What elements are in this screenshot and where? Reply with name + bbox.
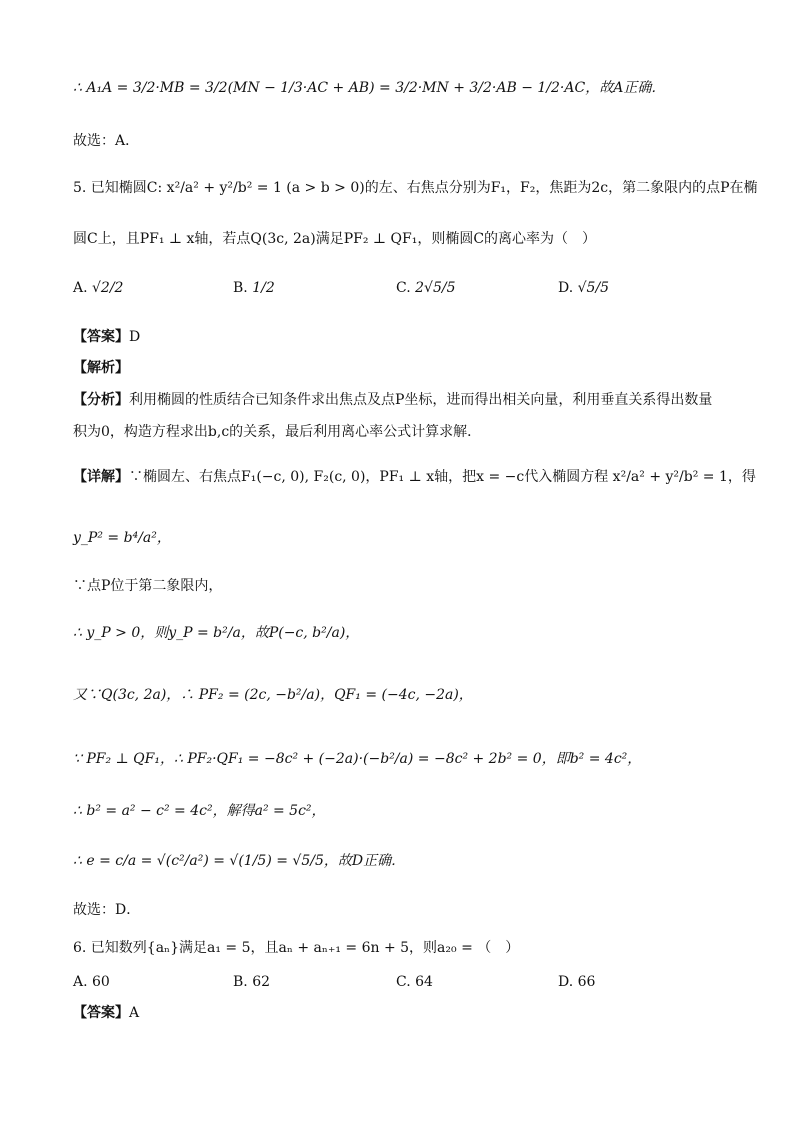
q5-option-c	[396, 280, 455, 296]
option-value: 1/2	[252, 280, 275, 296]
solution-step-1: y_P² = b⁴/a²，	[73, 530, 171, 546]
option-label: D.	[558, 280, 574, 296]
option-label: C.	[396, 974, 411, 990]
choice-line-d: 故选：D．	[73, 902, 141, 918]
q6-option-a	[73, 974, 110, 990]
solution-step-3: ∴ y_P > 0，则y_P = b²/a，故P(−c, b²/a)，	[73, 625, 360, 641]
question-5-line-1: 5. 已知椭圆C: x²/a² + y²/b² = 1 (a > b > 0)的左、右焦点分别为F₁，F₂，焦距为2c，第二象限内的点P在椭	[73, 180, 758, 196]
answer-tag: 【答案】	[73, 1005, 129, 1021]
q5-option-d	[558, 280, 609, 296]
answer-5-value: D	[129, 329, 141, 345]
solution-step-2: ∵点P位于第二象限内，	[73, 578, 223, 594]
solution-step-7: ∴ e = c/a = √(c²/a²) = √(1/5) = √5/5，故D正确．	[73, 853, 406, 869]
solution-step-6: ∴ b² = a² − c² = 4c²，解得a² = 5c²，	[73, 803, 326, 819]
option-value: 64	[415, 974, 433, 990]
q6-option-c	[396, 974, 433, 990]
option-label: B.	[233, 280, 248, 296]
detail-line-1	[73, 469, 756, 486]
option-label: C.	[396, 280, 411, 296]
question-6-line: 6. 已知数列{aₙ}满足a₁ = 5，且aₙ + aₙ₊₁ = 6n + 5，则a₂₀ = （ ）	[73, 940, 520, 956]
detail-text-1: ∵椭圆左、右焦点F₁(−c, 0), F₂(c, 0)，PF₁ ⊥ x轴，把x = −c代入椭圆方程 x²/a² + y²/b² = 1，得	[129, 469, 756, 485]
option-label: A.	[73, 974, 88, 990]
option-label: B.	[233, 974, 248, 990]
solution-step-4: 又∵Q(3c, 2a)，∴ PF₂ = (2c, −b²/a)，QF₁ = (−4c, −2a)，	[73, 687, 473, 703]
analysis-tag: 【分析】	[73, 392, 129, 408]
q6-option-d	[558, 974, 595, 990]
solution-step-5: ∵ PF₂ ⊥ QF₁，∴ PF₂·QF₁ = −8c² + (−2a)·(−b²/a) = −8c² + 2b² = 0，即b² = 4c²，	[73, 751, 642, 767]
answer-6-line	[73, 1005, 139, 1022]
answer-6-value: A	[129, 1005, 140, 1021]
vector-equation-line: ∴ A₁A = 3/2·MB = 3/2(MN − 1/3·AC + AB) = 3/2·MN + 3/2·AB − 1/2·AC，故A正确．	[73, 80, 666, 96]
option-value: √5/5	[577, 280, 610, 296]
option-value: 62	[252, 974, 271, 990]
option-label: D.	[558, 974, 574, 990]
answer-5-line	[73, 329, 140, 346]
option-value: 66	[577, 974, 596, 990]
answer-tag: 【答案】	[73, 329, 129, 345]
option-value: 60	[92, 974, 110, 990]
choice-line-a: 故选：A．	[73, 133, 140, 149]
analysis-section-title: 【解析】	[73, 360, 129, 376]
q5-option-b	[233, 280, 275, 296]
question-5-line-2: 圆C上，且PF₁ ⊥ x轴，若点Q(3c, 2a)满足PF₂ ⊥ QF₁，则椭圆C的离心率为（ ）	[73, 231, 597, 247]
analysis-line-2: 积为0，构造方程求出b,c的关系，最后利用离心率公式计算求解．	[73, 424, 482, 440]
analysis-line-1	[73, 392, 712, 409]
q5-option-a	[73, 280, 123, 296]
q6-option-b	[233, 974, 270, 990]
option-value: 2√5/5	[415, 280, 456, 296]
detail-tag: 【详解】	[73, 469, 129, 485]
option-value: √2/2	[92, 280, 124, 296]
analysis-text-1: 利用椭圆的性质结合已知条件求出焦点及点P坐标，进而得出相关向量，利用垂直关系得出数量	[129, 392, 713, 408]
option-label: A.	[73, 280, 88, 296]
